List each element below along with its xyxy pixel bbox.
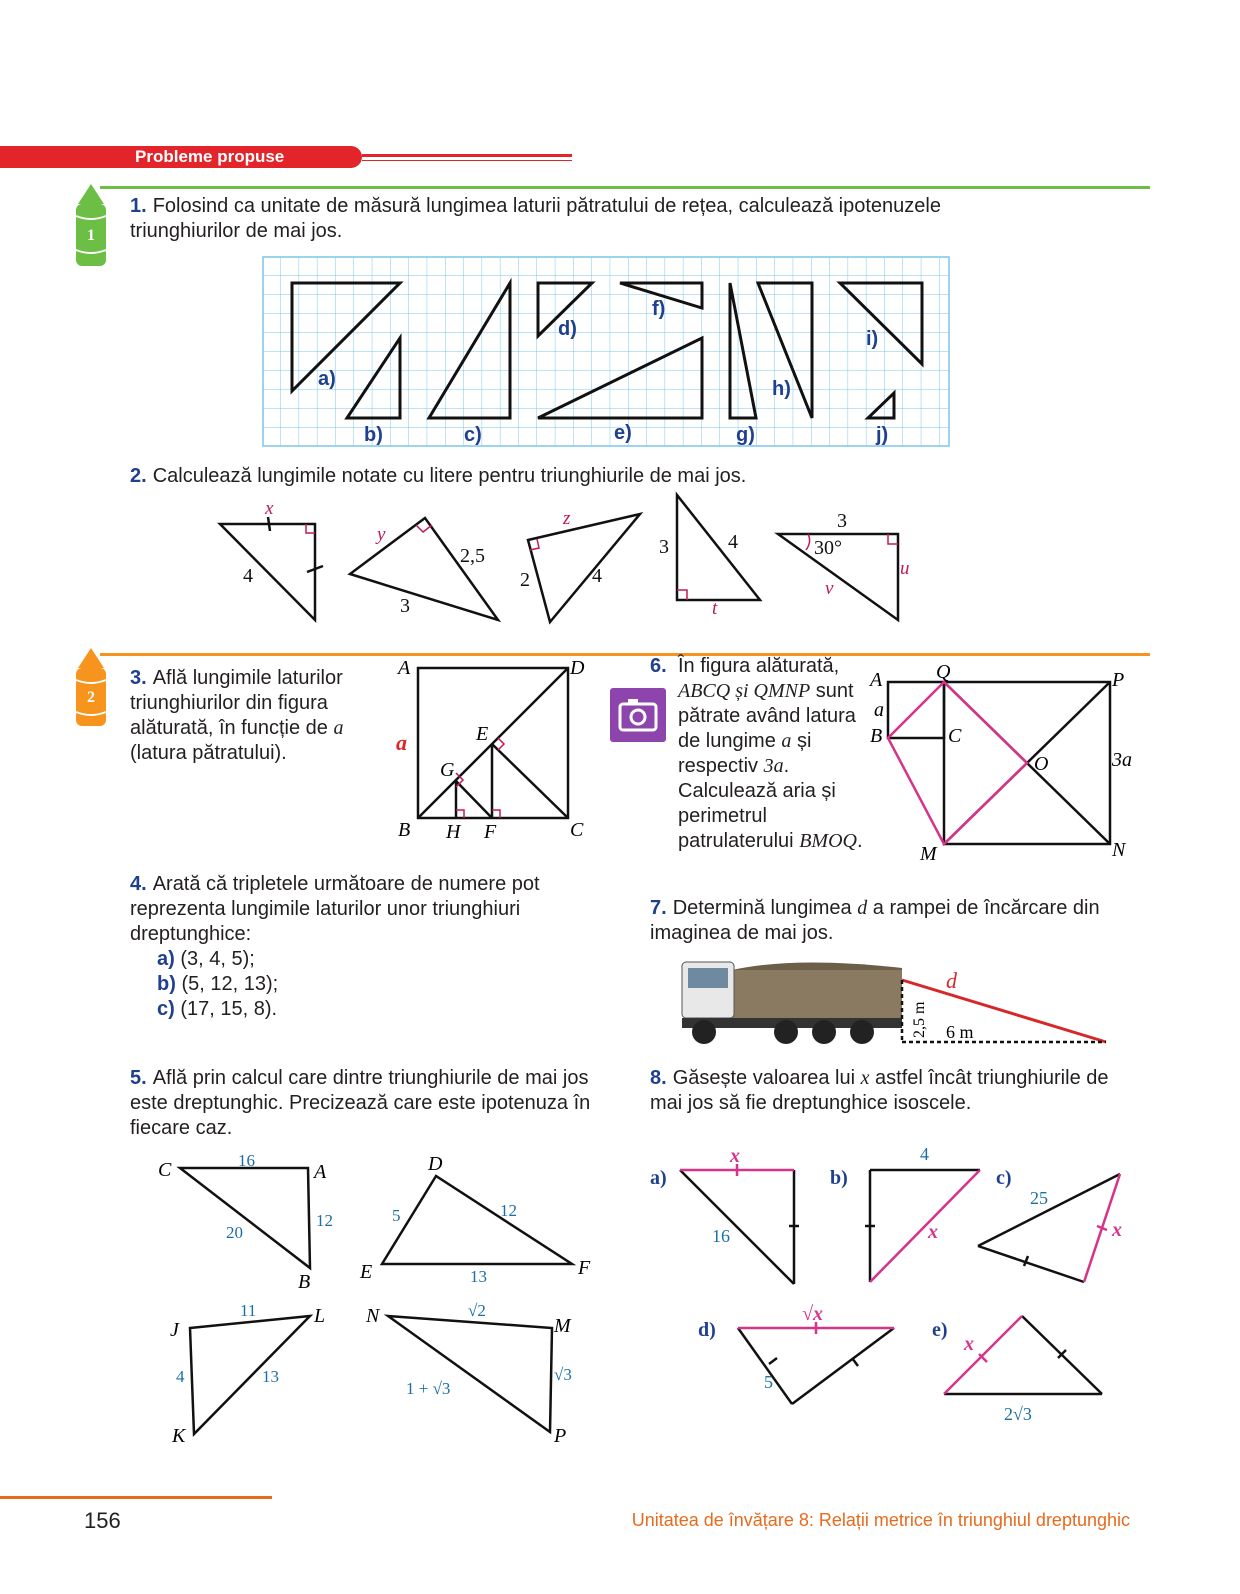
svg-text:N: N [1112, 839, 1126, 861]
svg-text:x: x [1112, 1219, 1122, 1241]
problem-2: 2. Calculează lungimile notate cu litere pentru triunghiurile de mai jos. [130, 465, 747, 487]
unit-title: Unitatea de învățare 8: Relații metrice în triunghiul dreptunghic [631, 1510, 1130, 1530]
svg-text:E: E [476, 723, 489, 745]
label-e: e) [614, 422, 632, 444]
svg-text:x: x [928, 1221, 938, 1243]
label-g: g) [736, 424, 755, 446]
level-1-number: 1 [87, 227, 95, 244]
label-d: d) [558, 318, 577, 340]
svg-text:D: D [570, 657, 585, 679]
level-2-crayon-icon [70, 646, 112, 728]
svg-text:2,5: 2,5 [460, 545, 485, 567]
label-f: f) [652, 298, 666, 320]
svg-text:3a: 3a [1112, 749, 1132, 771]
svg-text:A: A [314, 1161, 327, 1183]
problem-8-figures [648, 1140, 1138, 1430]
svg-text:3: 3 [400, 595, 410, 617]
svg-text:4: 4 [243, 565, 253, 587]
svg-text:A: A [398, 657, 411, 679]
svg-text:2√3: 2√3 [1004, 1404, 1032, 1424]
truck-icon [682, 962, 902, 1044]
svg-text:F: F [484, 821, 497, 843]
problem-1: 1. Folosind ca unitate de măsură lungimea laturii pătratului de rețea, calculează ipotenuzele triunghiurilor de mai jos. [130, 195, 941, 242]
problem-4: 4. Arată că tripletele următoare de numere pot reprezenta lungimile laturilor unor triunghiuri dreptunghice: a) (3, 4, 5); b) (5, 12, 13); c) (17, 15, 8). [130, 872, 600, 1022]
svg-text:√x: √x [802, 1303, 823, 1325]
svg-text:12: 12 [316, 1211, 333, 1230]
svg-text:M: M [554, 1315, 571, 1337]
svg-text:3: 3 [659, 536, 669, 558]
level-1-divider [100, 186, 1150, 189]
problem-7: 7. Determină lungimea d a rampei de încărcare din imaginea de mai jos. [650, 897, 1100, 944]
svg-text:N: N [366, 1305, 380, 1327]
svg-text:L: L [314, 1305, 326, 1327]
svg-text:C: C [158, 1159, 172, 1181]
svg-text:6 m: 6 m [946, 1022, 974, 1042]
header-line-thin [362, 160, 572, 161]
svg-text:z: z [563, 508, 571, 529]
svg-text:K: K [172, 1425, 186, 1447]
svg-text:A: A [870, 669, 883, 691]
svg-text:a): a) [650, 1167, 667, 1189]
problem-6-number: 6. [650, 655, 667, 677]
svg-text:13: 13 [262, 1367, 279, 1386]
footer-line [0, 1496, 272, 1499]
svg-text:16: 16 [238, 1151, 255, 1170]
triplet-list [130, 947, 600, 1022]
svg-text:2,5 m: 2,5 m [911, 1001, 928, 1038]
page-number: 156 [84, 1508, 121, 1533]
svg-text:x: x [730, 1145, 740, 1167]
svg-text:y: y [377, 524, 386, 545]
svg-text:E: E [360, 1261, 373, 1283]
svg-text:d: d [946, 968, 957, 993]
svg-text:G: G [440, 759, 455, 781]
svg-text:25: 25 [1030, 1188, 1048, 1208]
svg-text:4: 4 [920, 1144, 929, 1164]
section-title: Probleme propuse [135, 147, 285, 166]
label-c: c) [464, 424, 482, 446]
svg-text:x: x [964, 1333, 974, 1355]
svg-text:F: F [578, 1257, 591, 1279]
svg-text:a: a [396, 730, 407, 755]
svg-text:1 + √3: 1 + √3 [406, 1379, 451, 1398]
label-b: b) [364, 424, 383, 446]
svg-text:B: B [870, 725, 883, 747]
svg-text:C: C [948, 725, 962, 747]
camera-icon [610, 688, 666, 742]
svg-text:5: 5 [392, 1206, 401, 1225]
svg-text:c): c) [996, 1167, 1012, 1189]
level-2-number: 2 [87, 689, 95, 706]
svg-text:4: 4 [728, 531, 738, 553]
svg-text:P: P [554, 1425, 567, 1447]
svg-text:13: 13 [470, 1267, 487, 1286]
problem-3-figure [392, 654, 598, 846]
svg-text:20: 20 [226, 1223, 243, 1242]
svg-text:O: O [1034, 753, 1049, 775]
svg-text:√3: √3 [554, 1365, 572, 1384]
label-i: i) [866, 328, 879, 350]
svg-text:30°: 30° [814, 537, 842, 559]
svg-text:M: M [920, 843, 937, 865]
svg-text:4: 4 [176, 1367, 185, 1386]
svg-text:e): e) [932, 1319, 948, 1341]
svg-text:√2: √2 [468, 1301, 486, 1320]
problem-3: 3. Află lungimile laturilor triunghiurilor din figura alăturată, în funcție de a (latura pătratului). [130, 667, 344, 764]
svg-text:12: 12 [500, 1201, 517, 1220]
svg-text:5: 5 [764, 1372, 773, 1392]
svg-text:B: B [298, 1271, 311, 1293]
level-2-divider [100, 653, 1150, 656]
svg-text:t: t [712, 598, 718, 619]
svg-text:3: 3 [837, 510, 847, 532]
svg-text:H: H [446, 821, 461, 843]
svg-text:a: a [874, 699, 884, 721]
grid-figure [262, 256, 952, 448]
problem-6-figure [866, 660, 1146, 866]
svg-text:b): b) [830, 1167, 848, 1189]
problem-2-figures [210, 490, 930, 630]
problem-6: În figura alăturată, ABCQ și QMNP sunt pătrate având latura de lungime a și respectiv 3a. Calculează aria și perimetrul patrulaterului BMOQ. [678, 655, 863, 852]
problem-5: 5. Află prin calcul care dintre triunghiurile de mai jos este dreptunghic. Precizează care este ipotenuza în fiecare caz. [130, 1067, 591, 1139]
svg-text:d): d) [698, 1319, 716, 1341]
svg-text:x: x [265, 498, 274, 519]
problem-8: 8. Găsește valoarea lui x astfel încât triunghiurile de mai jos să fie dreptunghice isoscele. [650, 1067, 1109, 1114]
svg-text:4: 4 [592, 565, 602, 587]
svg-text:11: 11 [240, 1301, 257, 1320]
label-h: h) [772, 378, 791, 400]
svg-text:D: D [428, 1153, 443, 1175]
triplet-c: c) (17, 15, 8). [157, 998, 278, 1020]
svg-text:P: P [1112, 669, 1125, 691]
problem-5-figures [150, 1146, 620, 1452]
svg-text:Q: Q [936, 661, 951, 683]
level-1-crayon-icon [70, 182, 112, 268]
svg-text:16: 16 [712, 1226, 730, 1246]
svg-text:u: u [900, 558, 910, 579]
svg-text:2: 2 [520, 569, 530, 591]
header-line [362, 154, 572, 157]
label-a: a) [318, 368, 336, 390]
label-j: j) [876, 424, 889, 446]
svg-text:B: B [398, 819, 411, 841]
triplet-b: b) (5, 12, 13); [157, 973, 279, 995]
svg-text:J: J [170, 1319, 179, 1341]
truck-ramp-figure [676, 952, 1116, 1052]
svg-text:v: v [825, 578, 834, 599]
svg-text:C: C [570, 819, 584, 841]
triplet-a: a) (3, 4, 5); [157, 948, 255, 970]
